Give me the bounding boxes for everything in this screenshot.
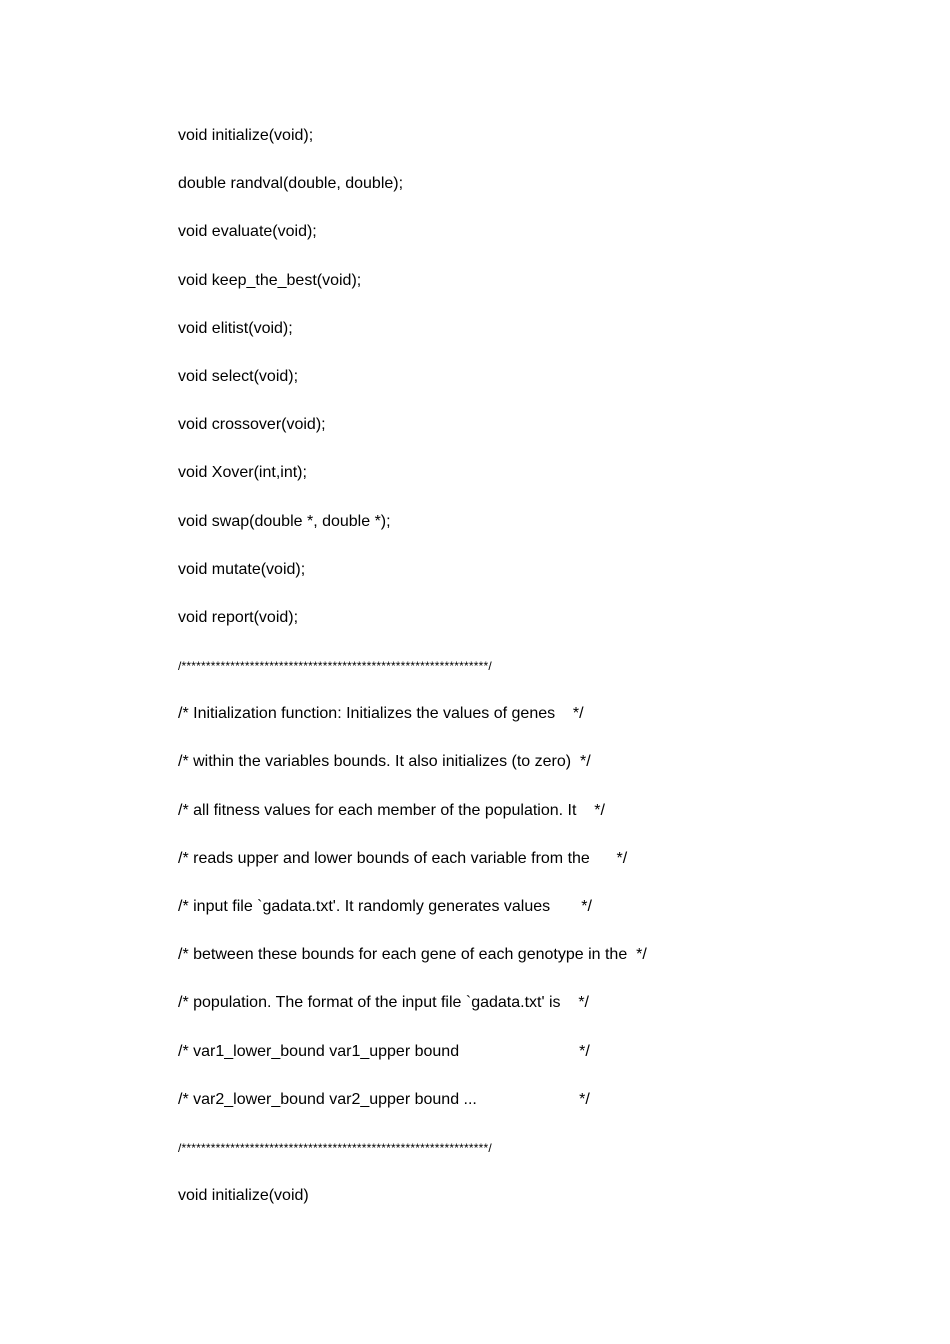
code-line: void crossover(void);	[178, 416, 326, 434]
comment-line: /* within the variables bounds. It also initializes (to zero) */	[178, 753, 591, 771]
code-line: void swap(double *, double *);	[178, 512, 391, 530]
comment-line: /* var2_lower_bound var2_upper bound ... */	[178, 1090, 590, 1108]
code-line: void mutate(void);	[178, 560, 306, 578]
comment-rule-line: /***************************************************************/	[178, 1140, 492, 1155]
comment-line: /* population. The format of the input file `gadata.txt' is */	[178, 994, 589, 1012]
code-line: void elitist(void);	[178, 319, 293, 337]
code-line: double randval(double, double);	[178, 175, 404, 193]
comment-line: /* input file `gadata.txt'. It randomly generates values */	[178, 898, 592, 915]
comment-line: /* reads upper and lower bounds of each variable from the */	[178, 849, 628, 867]
code-line: void initialize(void)	[178, 1187, 309, 1205]
code-listing	[178, 126, 647, 1234]
code-line: void Xover(int,int);	[178, 464, 307, 482]
comment-line: /* Initialization function: Initializes the values of genes */	[178, 705, 584, 723]
comment-line: /* all fitness values for each member of the population. It */	[178, 801, 605, 819]
code-line: void report(void);	[178, 608, 299, 626]
comment-line: /* var1_lower_bound var1_upper bound */	[178, 1042, 590, 1060]
comment-line: /* between these bounds for each gene of each genotype in the */	[178, 946, 647, 964]
comment-rule-line: /***************************************************************/	[178, 659, 492, 674]
code-line: void initialize(void);	[178, 127, 314, 144]
code-line: void keep_the_best(void);	[178, 271, 362, 289]
code-line: void evaluate(void);	[178, 223, 317, 241]
code-line: void select(void);	[178, 367, 299, 385]
